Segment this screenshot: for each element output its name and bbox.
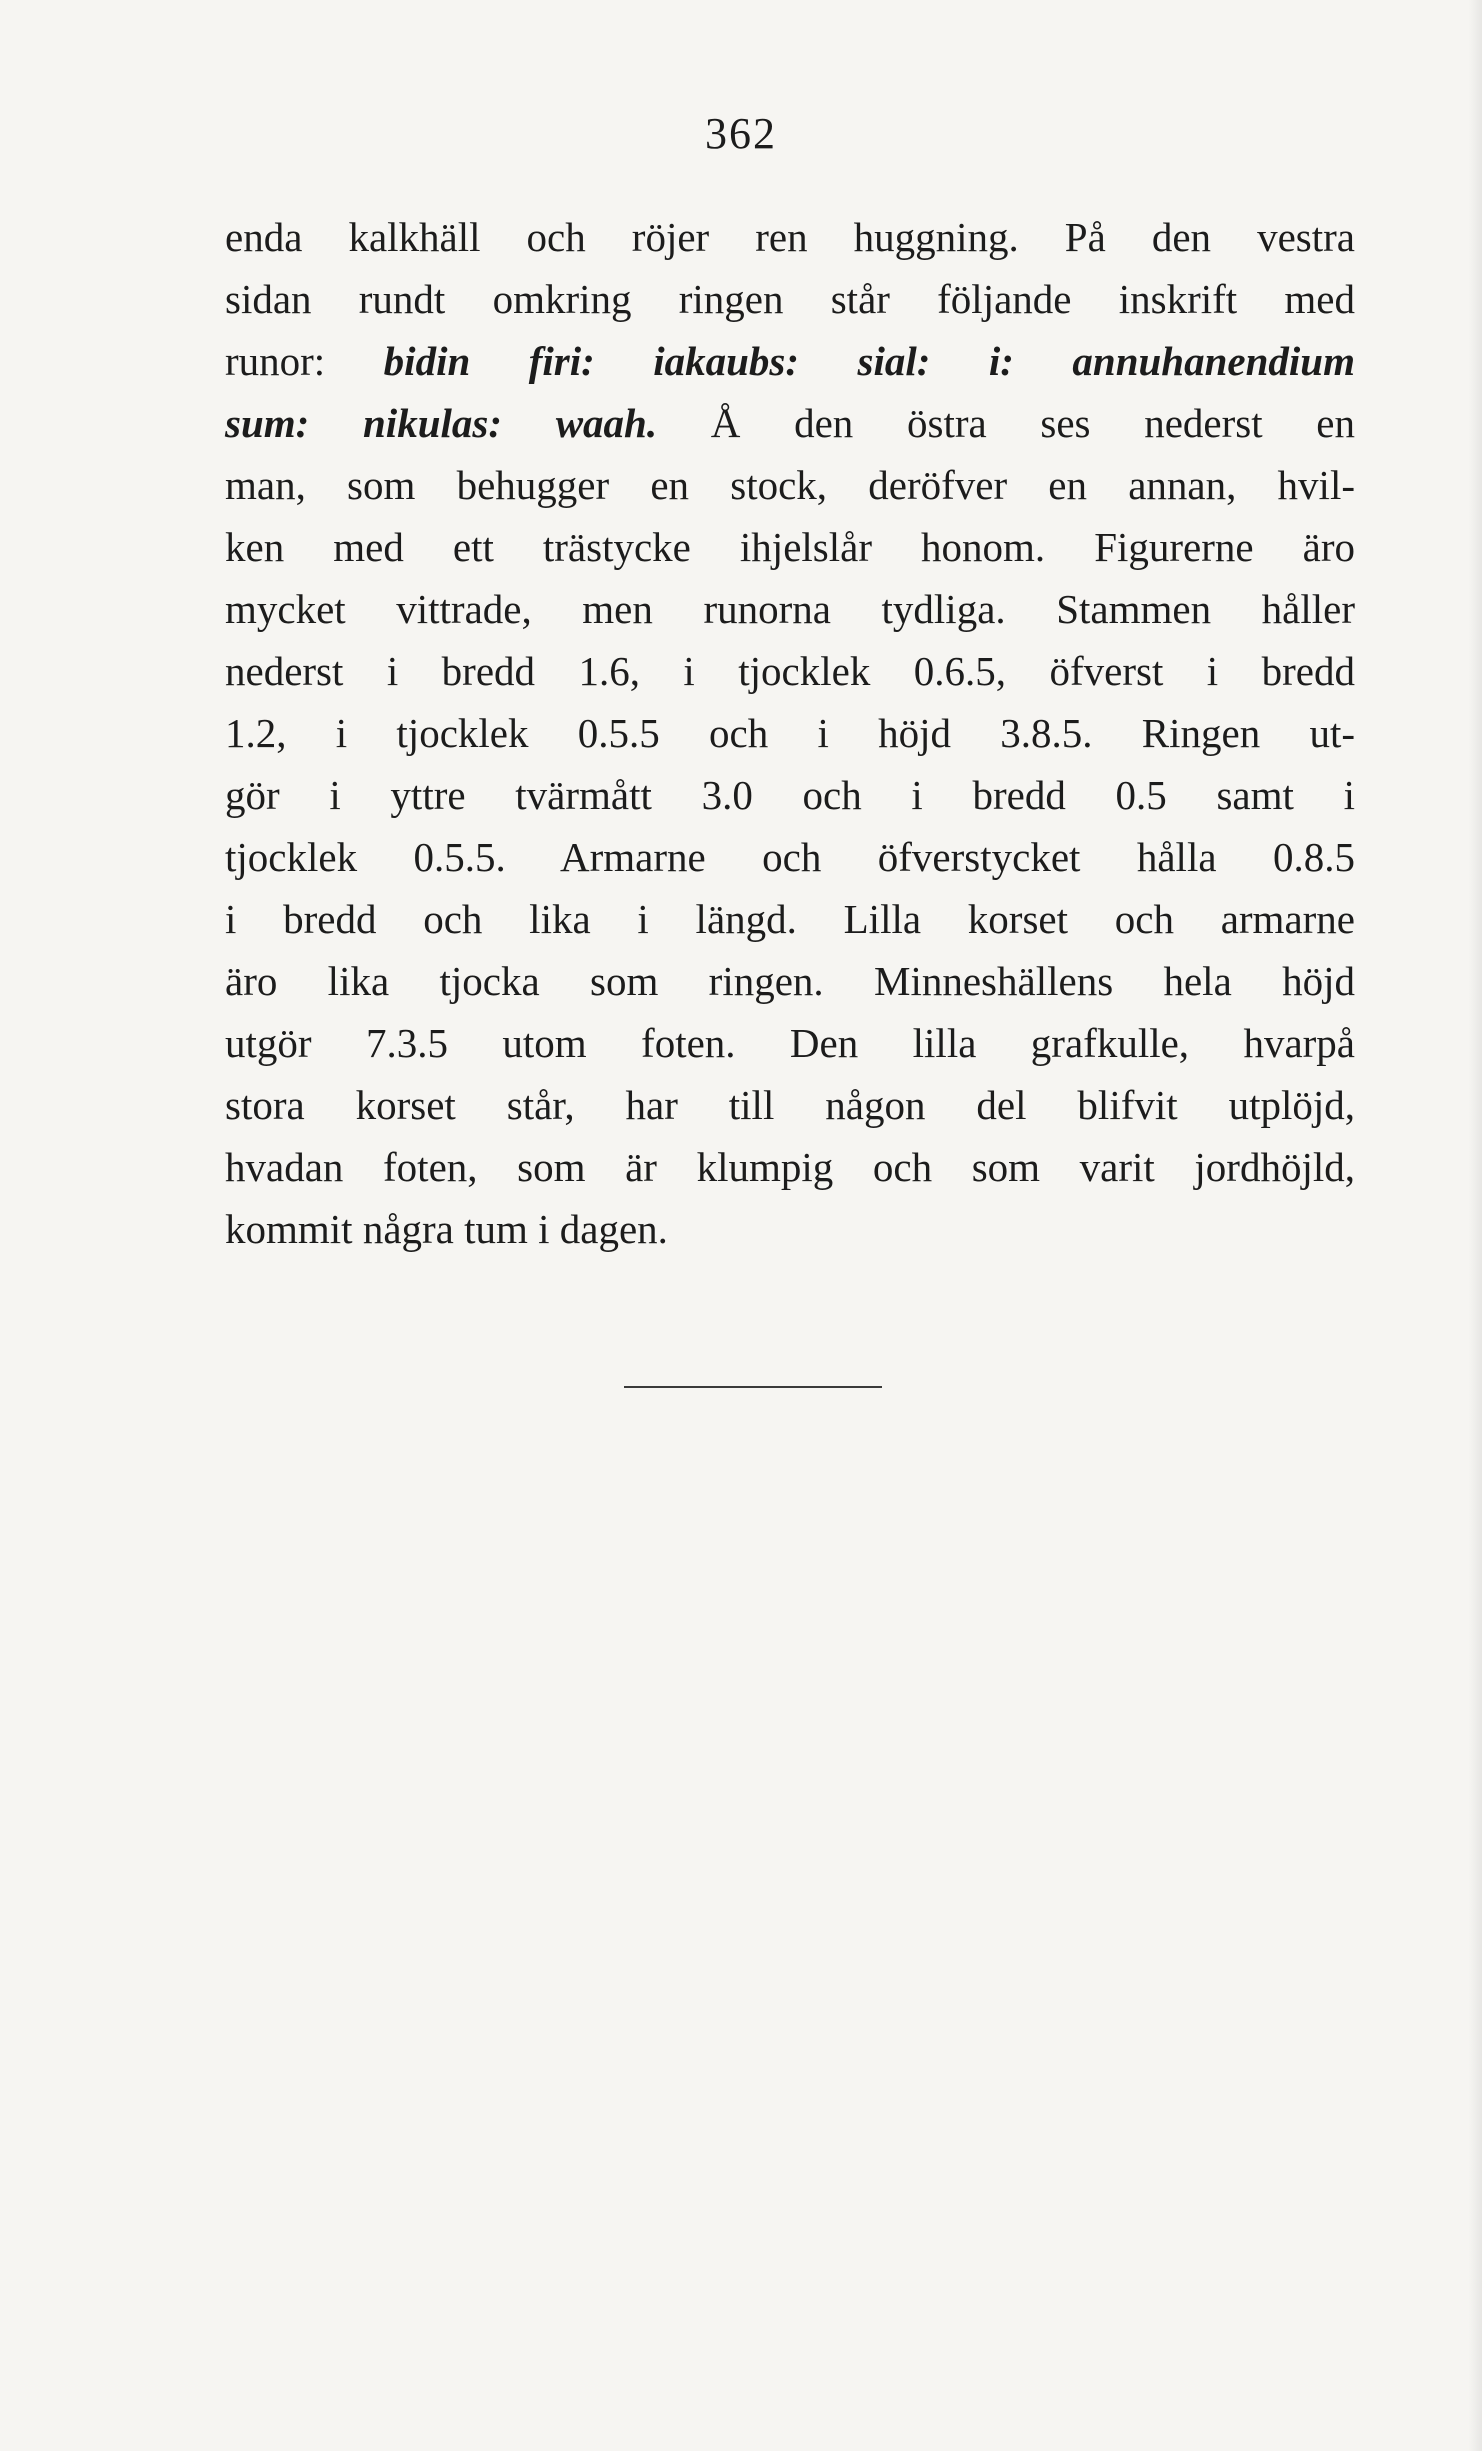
text-segment: Å den östra ses nederst en [657,400,1355,446]
text-line [225,268,1355,330]
text-segment: runor: [225,338,384,384]
text-segment: 1.2, i tjocklek 0.5.5 och i höjd 3.8.5. Ringen ut- [225,710,1355,756]
text-line [225,888,1355,950]
text-line [225,206,1355,268]
text-line [225,578,1355,640]
text-line [225,1136,1355,1198]
text-segment: enda kalkhäll och röjer ren huggning. På den vestra [225,214,1355,260]
text-line [225,764,1355,826]
text-line [225,826,1355,888]
text-line [225,454,1355,516]
text-segment: gör i yttre tvärmått 3.0 och i bredd 0.5 samt i [225,772,1355,818]
text-line [225,640,1355,702]
text-line [225,1198,1355,1260]
text-segment: tjocklek 0.5.5. Armarne och öfverstycket hålla 0.8.5 [225,834,1355,880]
text-line [225,330,1355,392]
text-segment: utgör 7.3.5 utom foten. Den lilla grafkulle, hvarpå [225,1020,1355,1066]
runic-inscription: sum: nikulas: waah. [225,400,658,446]
text-segment: sidan rundt omkring ringen står följande inskrift med [225,276,1355,322]
text-line [225,516,1355,578]
text-segment: ken med ett trästycke ihjelslår honom. Figurerne äro [225,524,1355,570]
text-segment: nederst i bredd 1.6, i tjocklek 0.6.5, öfverst i bredd [225,648,1355,694]
body-paragraph [225,206,1355,1260]
text-line [225,1012,1355,1074]
page-edge [1468,0,1482,2451]
text-segment: kommit några tum i dagen. [225,1206,668,1252]
text-segment: stora korset står, har till någon del blifvit utplöjd, [225,1082,1355,1128]
text-segment: man, som behugger en stock, deröfver en annan, hvil- [225,462,1355,508]
text-line [225,392,1355,454]
runic-inscription: bidin firi: iakaubs: sial: i: annuhanendium [383,338,1355,384]
text-line [225,950,1355,1012]
page-number: 362 [705,109,777,158]
text-segment: mycket vittrade, men runorna tydliga. Stammen håller [225,586,1355,632]
separator-rule [624,1386,882,1388]
text-segment: äro lika tjocka som ringen. Minneshällens hela höjd [225,958,1355,1004]
text-line [225,702,1355,764]
text-segment: hvadan foten, som är klumpig och som varit jordhöjld, [225,1144,1355,1190]
text-line [225,1074,1355,1136]
text-segment: i bredd och lika i längd. Lilla korset och armarne [225,896,1355,942]
